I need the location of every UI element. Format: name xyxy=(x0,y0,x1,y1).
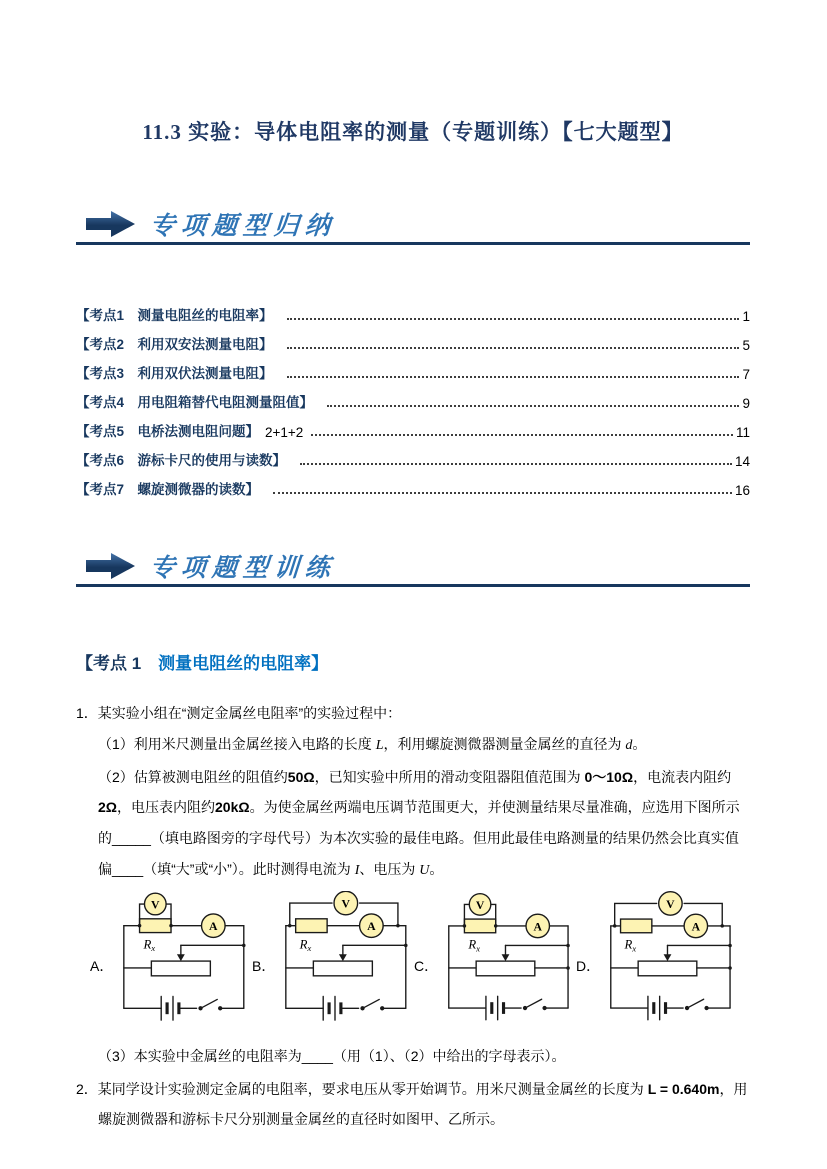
resistor-rx xyxy=(296,919,327,933)
table-of-contents xyxy=(76,295,750,498)
toc-item xyxy=(76,295,750,324)
banner-training-text: 专项题型训练 xyxy=(149,552,338,582)
banner-summary xyxy=(76,206,750,245)
resistor-label: $R_x$ xyxy=(299,937,312,954)
svg-text:A: A xyxy=(367,918,376,933)
toc-item-label: 【考点5 电桥法测电阻问题】 xyxy=(76,424,260,439)
toc-item xyxy=(76,469,750,498)
question-1-item-2: （2）估算被测电阻丝的阻值约50Ω，已知实验中所用的滑动变阻器阻值范围为 0～10Ω，电流表内阻约2Ω，电压表内阻约20kΩ。为使金属丝两端电压调节范围更大，并使测量结果尽量准确，应选用下图所示的_____（填电路图旁的字母代号）为本次实验的最佳电路。但用此最佳电路测量的结果仍然会比真实值偏____（填“大”或“小”）。此时测得电流为 I、电压为 U。 xyxy=(98,768,740,878)
rheostat xyxy=(449,943,570,975)
toc-item-label: 【考点7 螺旋测微器的读数】 xyxy=(76,482,260,497)
circuit-diagram-b xyxy=(276,891,414,1041)
circuit-option-c xyxy=(414,891,576,1041)
svg-text:V: V xyxy=(666,897,675,911)
svg-text:V: V xyxy=(341,896,351,911)
toc-item-page: 1 xyxy=(742,309,750,324)
option-label-c: C． xyxy=(414,957,439,974)
toc-item xyxy=(76,353,750,382)
battery-icon xyxy=(286,996,359,1020)
svg-text:A: A xyxy=(691,920,701,934)
battery-icon xyxy=(449,996,521,1019)
toc-item-page: 5 xyxy=(742,338,750,353)
block-arrow-icon xyxy=(86,552,136,585)
circuit-option-b xyxy=(252,891,414,1041)
switch-icon xyxy=(361,999,406,1010)
toc-leader-dots xyxy=(287,376,740,378)
toc-item-label: 【考点2 利用双安法测量电阻】 xyxy=(76,337,273,352)
resistor-label: $R_x$ xyxy=(143,937,156,954)
toc-item-page: 14 xyxy=(734,454,750,469)
option-label-b: B． xyxy=(252,957,276,974)
toc-item-label: 【考点1 测量电阻丝的电阻率】 xyxy=(76,308,273,323)
toc-item-label: 【考点4 用电阻箱替代电阻测量阻值】 xyxy=(76,395,314,410)
switch-icon xyxy=(199,999,244,1010)
question-1-intro: 1．某实验小组在“测定金属丝电阻率”的实验过程中： xyxy=(76,705,402,721)
question-1-item-3: （3）本实验中金属丝的电阻率为____（用（1）、（2）中给出的字母表示）。 xyxy=(98,1047,566,1064)
switch-icon xyxy=(685,999,730,1010)
resistor-label: $R_x$ xyxy=(468,937,481,954)
circuit-option-d xyxy=(576,891,738,1041)
resistor-rx xyxy=(140,919,171,933)
banner-training xyxy=(76,548,750,587)
battery-icon xyxy=(124,996,197,1020)
toc-leader-dots xyxy=(287,347,740,349)
toc-item xyxy=(76,440,750,469)
resistor-rx xyxy=(465,919,496,933)
toc-item-page: 7 xyxy=(742,367,750,382)
circuit-diagram-a xyxy=(114,891,252,1041)
option-label-a: A． xyxy=(90,957,114,974)
svg-text:A: A xyxy=(209,918,218,933)
svg-text:A: A xyxy=(533,920,543,934)
toc-item-label: 【考点3 利用双伏法测量电阻】 xyxy=(76,366,273,381)
svg-text:V: V xyxy=(151,897,160,912)
circuit-diagram-d xyxy=(601,891,738,1041)
toc-item xyxy=(76,411,750,440)
toc-item-page: 11 xyxy=(735,425,750,440)
toc-item xyxy=(76,382,750,411)
ammeter-icon xyxy=(526,914,549,937)
battery-icon xyxy=(611,996,683,1019)
rheostat xyxy=(124,943,246,975)
question-2: 2．某同学设计实验测定金属的电阻率，要求电压从零开始调节。用米尺测量金属丝的长度为 L = 0.640m，用螺旋测微器和游标卡尺分别测量金属丝的直径时如图甲、乙所示。 xyxy=(76,1080,748,1128)
resistor-rx xyxy=(621,919,652,933)
toc-leader-dots xyxy=(287,318,740,320)
toc-item-label: 【考点6 游标卡尺的使用与读数】 xyxy=(76,453,287,468)
circuit-option-a xyxy=(90,891,252,1041)
option-label-d: D． xyxy=(576,957,601,974)
section-heading-name: 测量电阻丝的电阻率】 xyxy=(141,654,329,673)
toc-leader-dots xyxy=(300,463,732,465)
toc-item-page: 16 xyxy=(734,483,750,498)
section-heading-kaodian1 xyxy=(76,649,750,674)
page-title: 11.3 实验：导体电阻率的测量（专题训练）【七大题型】 xyxy=(142,120,684,144)
resistor-label: $R_x$ xyxy=(624,937,637,954)
section-heading-bracket: 【考点 1 xyxy=(76,654,142,673)
toc-item xyxy=(76,324,750,353)
circuit-diagram-c xyxy=(439,891,576,1041)
ammeter-icon xyxy=(202,914,226,938)
toc-leader-dots xyxy=(273,492,732,494)
question-1-item-1: （1）利用米尺测量出金属丝接入电路的长度 L，利用螺旋测微器测量金属丝的直径为 d。 xyxy=(98,735,647,753)
svg-text:V: V xyxy=(475,898,485,912)
block-arrow-icon xyxy=(86,210,136,243)
toc-item-extra: 2+1+2 xyxy=(265,425,304,440)
circuit-options xyxy=(90,891,750,1041)
ammeter-icon xyxy=(360,914,384,938)
toc-leader-dots xyxy=(327,405,739,407)
switch-icon xyxy=(523,999,568,1010)
ammeter-icon xyxy=(684,914,707,937)
toc-item-page: 9 xyxy=(742,396,750,411)
banner-summary-text: 专项题型归纳 xyxy=(149,210,338,240)
toc-leader-dots xyxy=(311,434,733,436)
